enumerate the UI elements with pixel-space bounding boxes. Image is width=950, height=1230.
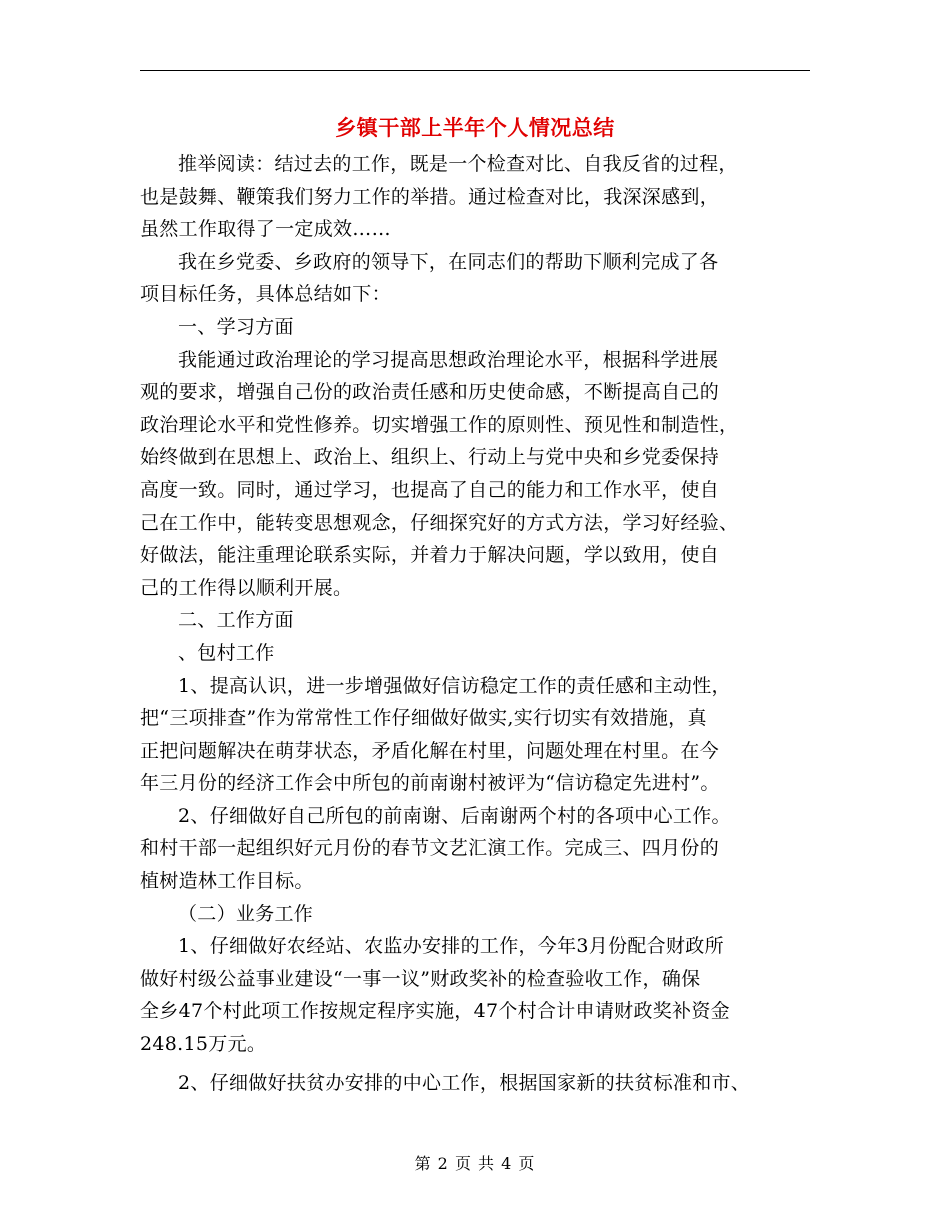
paragraph-village-1: 1、提高认识，进一步增强做好信访稳定工作的责任感和主动性， 把“三项排查”作为常常性工作仔细做好做实,实行切实有效措施，真 正把问题解决在萌芽状态，矛盾化解在村里，问题处理在村里。在今 年三月份的经济工作会中所包的前南谢村被评为“信访稳定先进村”。 <box>140 674 731 795</box>
paragraph-business-2: 2、仔细做好扶贫办安排的中心工作，根据国家新的扶贫标准和市、 <box>178 1071 751 1094</box>
document-body <box>140 148 815 1099</box>
section-heading-work: 二、工作方面 <box>178 609 294 632</box>
paragraph-village-2: 2、仔细做好自己所包的前南谢、后南谢两个村的各项中心工作。 和村干部一起组织好元月份的春节文艺汇演工作。完成三、四月份的 植树造林工作目标。 <box>140 804 731 893</box>
paragraph-intro: 推举阅读：结过去的工作，既是一个检查对比、自我反省的过程， 也是鼓舞、鞭策我们努力工作的举措。通过检查对比，我深深感到， 虽然工作取得了一定成效…… <box>140 153 738 241</box>
page-number: 第 2 页 共 4 页 <box>414 1154 536 1173</box>
subsection-heading-village: 、包村工作 <box>178 641 275 664</box>
header-rule <box>140 70 810 71</box>
document-title: 乡镇干部上半年个人情况总结 <box>335 115 615 140</box>
section-heading-study: 一、学习方面 <box>178 315 294 338</box>
subsection-heading-business: （二）业务工作 <box>178 902 314 925</box>
paragraph-study: 我能通过政治理论的学习提高思想政治理论水平，根据科学进展 观的要求，增强自己份的政治责任感和历史使命感，不断提高自己的 政治理论水平和党性修养。切实增强工作的原则性、预见性和制造性， 始终做到在思想上、政治上、组织上、行动上与党中央和乡党委保持 高度一致。同时，通过学习，也提高了自己的能力和工作水平，使自 己在工作中，能转变思想观念，仔细探究好的方式方法，学习好经验、 好做法，能注重理论联系实际，并着力于解决问题，学以致用，使自 己的工作得以顺利开展。 <box>140 348 739 599</box>
paragraph-business-1: 1、仔细做好农经站、农监办安排的工作，今年3月份配合财政所 做好村级公益事业建设“一事一议”财政奖补的检查验收工作，确保 全乡47个村此项工作按规定程序实施，47个村合计申请财政奖补资金 248.15万元。 <box>140 935 730 1056</box>
paragraph-opening: 我在乡党委、乡政府的领导下，在同志们的帮助下顺利完成了各 项目标任务，具体总结如下： <box>140 250 719 306</box>
